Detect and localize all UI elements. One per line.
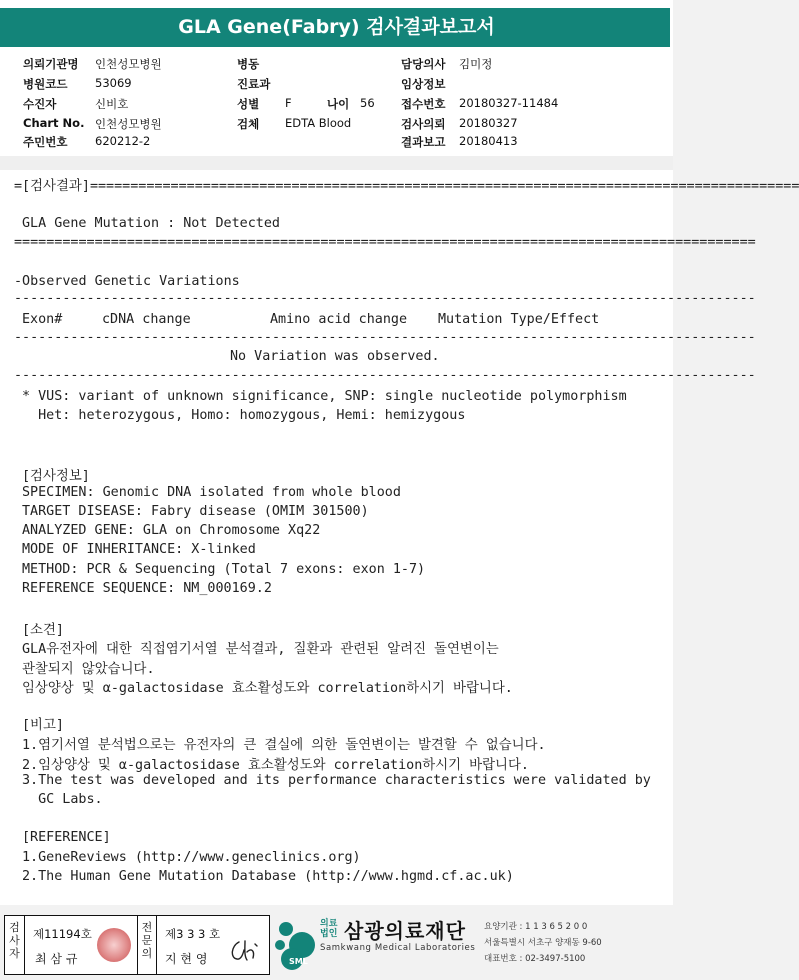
info-line: MODE OF INHERITANCE: X-linked: [22, 542, 256, 557]
report-footer: [0, 905, 673, 980]
table-header-exon: Exon#: [22, 312, 63, 327]
specialist-id: 제3 3 3 호: [165, 927, 221, 941]
contact-address: 서울특별시 서초구 양재동 9-60: [484, 938, 602, 948]
dash-rule: --------------------------------------------------------------------------------------------: [14, 368, 756, 383]
double-rule: ============================================================================================: [14, 235, 756, 250]
signature-icon: [227, 938, 261, 964]
org-type: 의료 법인: [320, 919, 338, 939]
dash-rule: --------------------------------------------------------------------------------------------: [14, 330, 756, 345]
info-section-title: [검사정보]: [22, 469, 90, 484]
info-line: ANALYZED GENE: GLA on Chromosome Xq22: [22, 523, 321, 538]
note-line: GC Labs.: [22, 792, 103, 807]
table-header-amino: Amino acid change: [270, 312, 408, 327]
info-line: TARGET DISEASE: Fabry disease (OMIM 301500): [22, 504, 369, 519]
note-line: 2.임상양상 및 α-galactosidase 효소활성도와 correlation하시기 바랍니다.: [22, 758, 529, 773]
reference-section-title: [REFERENCE]: [22, 830, 111, 845]
patient-info-header: 의뢰기관명 인천성모병원 병원코드 53069 수진자 신비호 Chart No. 인천성모병원 주민번호 620212-2 병동 진료과 성별 F 나이 56 검체 EDTA Blood 담당의사 김미정 임상정보 접수번호 20180327-11484 검사의뢰 20180327 결과보고 20180413: [23, 57, 559, 149]
opinion-section-title: [소견]: [22, 623, 64, 638]
tester-seal-icon: [97, 928, 131, 962]
opinion-line: GLA유전자에 대한 직접염기서열 분석결과, 질환과 관련된 알려진 돌연변이는: [22, 642, 499, 657]
sml-logo-icon: [272, 915, 318, 973]
info-line: METHOD: PCR & Sequencing (Total 7 exons: exon 1-7): [22, 562, 426, 577]
tester-id: 제11194호: [33, 927, 92, 941]
tester-name: 최 삼 규: [35, 952, 78, 966]
specialist-name: 지 현 영: [165, 952, 208, 966]
tester-label: 검 사 자: [5, 916, 25, 974]
report-title-bar: [0, 8, 673, 47]
opinion-line: 관찰되지 않았습니다.: [22, 662, 155, 677]
info-line: SPECIMEN: Genomic DNA isolated from whole blood: [22, 485, 401, 500]
signature-box: [4, 915, 270, 975]
table-header-cdna: cDNA change: [102, 312, 191, 327]
sml-logo-text: SML: [289, 957, 308, 966]
contact-phone: 대표번호 : 02-3497-5100: [484, 954, 586, 964]
report-title: GLA Gene(Fabry) 검사결과보고서: [178, 16, 495, 38]
footnote-zygosity: Het: heterozygous, Homo: homozygous, Hemi: hemizygous: [22, 408, 466, 423]
opinion-line: 임상양상 및 α-galactosidase 효소활성도와 correlation하시기 바랍니다.: [22, 681, 513, 696]
note-line: 1.염기서열 분석법으로는 유전자의 큰 결실에 의한 돌연변이는 발견할 수 없습니다.: [22, 738, 546, 753]
contact-institution-code: 요양기관 : 1 1 3 6 5 2 0 0: [484, 922, 588, 932]
result-section-header: =[검사결과]========================================================================================: [14, 179, 799, 194]
mutation-result: GLA Gene Mutation : Not Detected: [22, 216, 280, 231]
footnote-vus: * VUS: variant of unknown significance, SNP: single nucleotide polymorphism: [22, 389, 627, 404]
specialist-label: 전 문 의: [137, 916, 157, 974]
reference-link-genereviews[interactable]: 1.GeneReviews (http://www.geneclinics.org): [22, 850, 361, 865]
org-name: 삼광의료재단: [344, 919, 466, 943]
dash-rule: --------------------------------------------------------------------------------------------: [14, 291, 756, 306]
table-header-mutation: Mutation Type/Effect: [438, 312, 600, 327]
reference-link-hgmd[interactable]: 2.The Human Gene Mutation Database (http://www.hgmd.cf.ac.uk): [22, 869, 514, 884]
note-line: 3.The test was developed and its performance characteristics were validated by: [22, 773, 651, 788]
note-section-title: [비고]: [22, 718, 64, 733]
no-variation-text: No Variation was observed.: [230, 349, 440, 364]
org-name-english: Samkwang Medical Laboratories: [320, 943, 476, 953]
variations-title: -Observed Genetic Variations: [14, 274, 240, 289]
separator-band: [0, 156, 673, 170]
info-line: REFERENCE SEQUENCE: NM_000169.2: [22, 581, 272, 596]
